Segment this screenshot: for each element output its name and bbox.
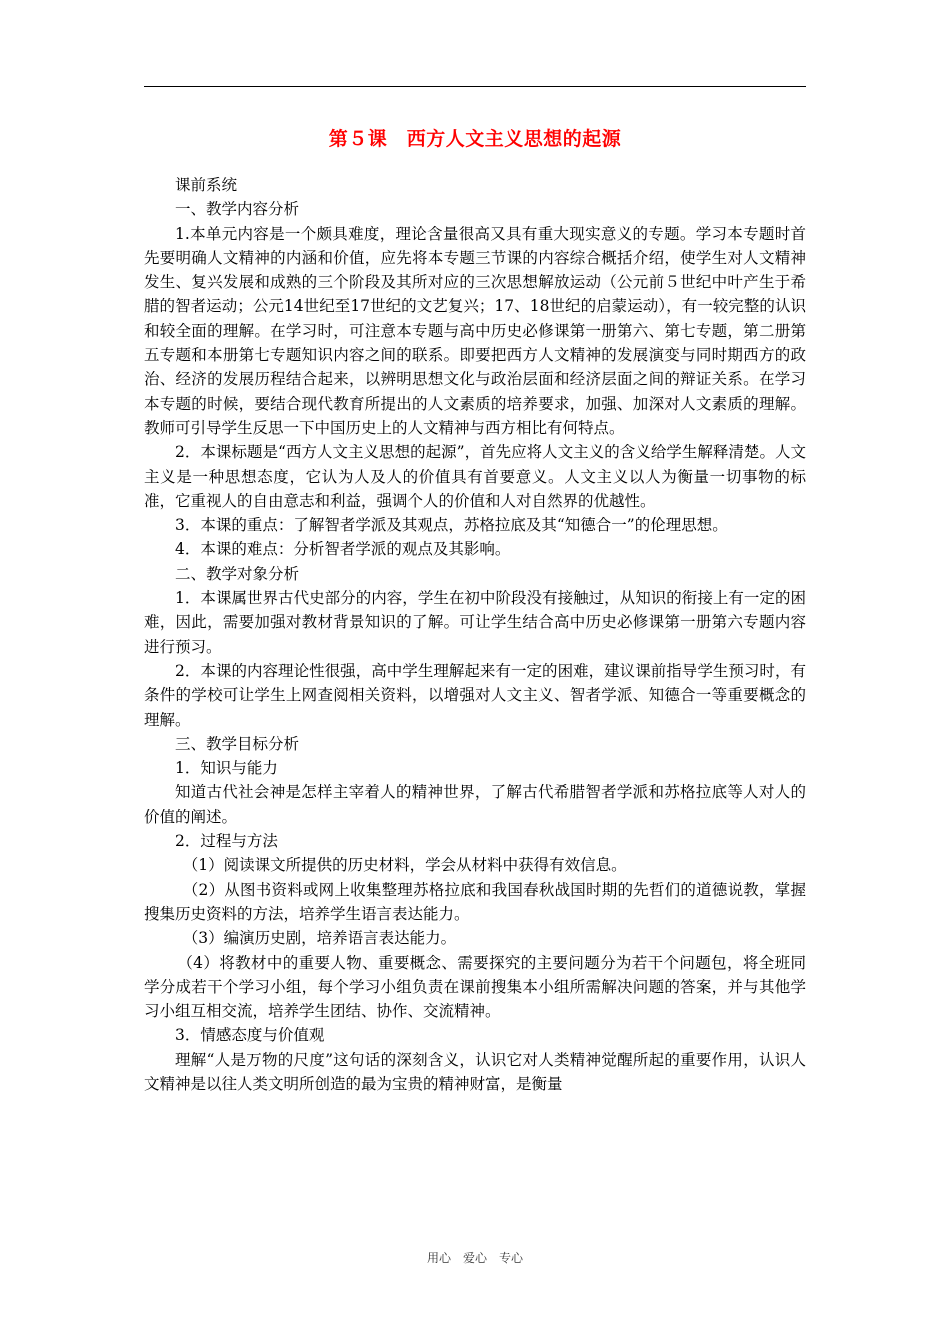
body-paragraph: 2．本课的内容理论性很强，高中学生理解起来有一定的困难，建议课前指导学生预习时，有条件的学校可让学生上网查阅相关资料，以增强对人文主义、智者学派、知德合一等重要概念的理解。 — [144, 661, 806, 729]
subsection-heading: 3．情感态度与价值观 — [175, 1026, 325, 1045]
page-footer: 用心 爱心 专心 — [426, 1251, 523, 1265]
body-paragraph: 理解“人是万物的尺度”这句话的深刻含义，认识它对人类精神觉醒所起的重要作用，认识人文精神是以往人类文明所创造的最为宝贵的精神财富，是衡量 — [144, 1050, 806, 1093]
list-item: （3）编演历史剧，培养语言表达能力。 — [182, 929, 457, 948]
list-item: （1）阅读课文所提供的历史材料，学会从材料中获得有效信息。 — [182, 856, 627, 875]
section-heading: 三、教学目标分析 — [175, 734, 300, 753]
document-body — [144, 173, 806, 1096]
section-heading: 一、教学内容分析 — [175, 200, 300, 219]
section-heading: 二、教学对象分析 — [175, 564, 300, 583]
body-paragraph: 1．本课属世界古代史部分的内容，学生在初中阶段没有接触过，从知识的衔接上有一定的困难，因此，需要加强对教材背景知识的了解。可让学生结合高中历史必修课第一册第六专题内容进行预习。 — [144, 589, 806, 656]
body-paragraph: 1.本单元内容是一个颇具难度，理论含量很高又具有重大现实意义的专题。学习本专题时首先要明确人文精神的内涵和价值，应先将本专题三节课的内容综合概括介绍，使学生对人文精神发生、复兴发展和成熟的三个阶段及其所对应的三次思想解放运动（公元前５世纪中叶产生于希腊的智者运动；公元14世纪至17世纪的文艺复兴；17、18世纪的启蒙运动），有一较完整的认识和较全面的理解。在学习时，可注意本专题与高中历史必修课第一册第六、第七专题，第二册第五专题和本册第七专题知识内容之间的联系。即要把西方人文精神的发展演变与同时期西方的政治、经济的发展历程结合起来，以辨明思想文化与政治层面和经济层面之间的辩证关系。在学习本专题的时候，要结合现代教育所提出的人文素质的培养要求，加强、加深对人文素质的理解。教师可引导学生反思一下中国历史上的人文精神与西方相比有何特点。 — [144, 224, 806, 437]
lesson-title: 第５课 西方人文主义思想的起源 — [328, 128, 622, 150]
body-paragraph: 知道古代社会神是怎样主宰着人的精神世界，了解古代希腊智者学派和苏格拉底等人对人的价值的阐述。 — [144, 783, 806, 826]
list-item: （2）从图书资料或网上收集整理苏格拉底和我国春秋战国时期的先哲们的道德说教，掌握搜集历史资料的方法，培养学生语言表达能力。 — [144, 880, 806, 923]
list-item: （4）将教材中的重要人物、重要概念、需要探究的主要问题分为若干个问题包，将全班同学分成若干个学习小组，每个学习小组负责在课前搜集本小组所需解决问题的答案，并与其他学习小组互相交流，培养学生团结、协作、交流精神。 — [144, 953, 806, 1021]
subsection-heading: 1．知识与能力 — [175, 759, 278, 778]
section-heading: 课前系统 — [175, 176, 238, 194]
body-paragraph: 2．本课标题是“西方人文主义思想的起源”，首先应将人文主义的含义给学生解释清楚。人文主义是一种思想态度，它认为人及人的价值具有首要意义。人文主义以人为衡量一切事物的标准，它重视人的自由意志和利益，强调个人的价值和人对自然界的优越性。 — [144, 443, 806, 510]
subsection-heading: 2．过程与方法 — [175, 832, 278, 851]
body-paragraph: 3．本课的重点：了解智者学派及其观点，苏格拉底及其“知德合一”的伦理思想。 — [175, 516, 728, 535]
body-paragraph: 4．本课的难点：分析智者学派的观点及其影响。 — [175, 540, 511, 559]
header-rule — [144, 86, 806, 87]
